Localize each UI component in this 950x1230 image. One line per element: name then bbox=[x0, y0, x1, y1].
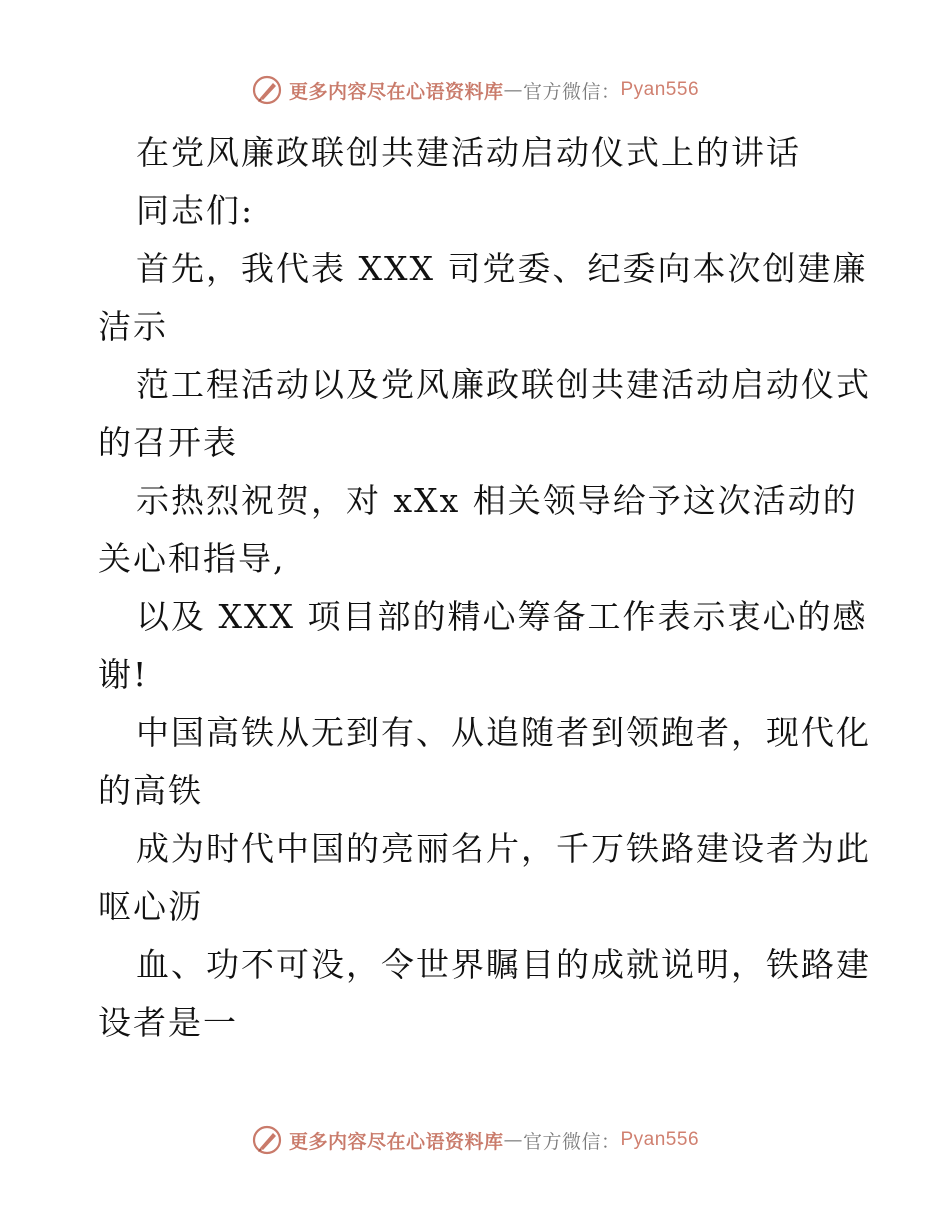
banner-title: 更多内容尽在心语资料库 bbox=[288, 1130, 504, 1153]
document-line: 谢! bbox=[98, 655, 149, 694]
document-line: 的高铁 bbox=[98, 771, 203, 810]
document-line: 的召开表 bbox=[98, 423, 238, 462]
header-banner bbox=[0, 70, 950, 110]
document-line: 成为时代中国的亮丽名片，千万铁路建设者为此 bbox=[136, 829, 871, 868]
document-line: 在党风廉政联创共建活动启动仪式上的讲话 bbox=[136, 133, 801, 172]
document-line: 首先，我代表 XXX 司党委、纪委向本次创建廉 bbox=[136, 249, 868, 288]
banner-separator: — bbox=[503, 1129, 523, 1151]
document-line: 血、功不可没，令世界瞩目的成就说明，铁路建 bbox=[136, 945, 871, 984]
quill-pen-icon bbox=[251, 74, 283, 106]
document-line: 中国高铁从无到有、从追随者到领跑者，现代化 bbox=[136, 713, 871, 752]
quill-pen-icon bbox=[251, 1124, 283, 1156]
document-line: 设者是一 bbox=[98, 1003, 238, 1042]
document-line: 范工程活动以及党风廉政联创共建活动启动仪式 bbox=[136, 365, 871, 404]
banner-wechat-id: Pyan556 bbox=[620, 1129, 700, 1150]
banner-wechat-id: Pyan556 bbox=[620, 79, 700, 100]
banner-wechat-label: 官方微信： bbox=[522, 1130, 621, 1153]
document-line: 洁示 bbox=[98, 307, 168, 346]
banner-title: 更多内容尽在心语资料库 bbox=[288, 80, 504, 103]
document-line: 呕心沥 bbox=[98, 887, 203, 926]
document-line: 示热烈祝贺，对 xXx 相关领导给予这次活动的 bbox=[136, 481, 858, 520]
footer-banner bbox=[0, 1120, 950, 1160]
document-line: 以及 XXX 项目部的精心筹备工作表示衷心的感 bbox=[136, 597, 868, 636]
document-line: 关心和指导, bbox=[98, 539, 286, 578]
banner-separator: — bbox=[503, 79, 523, 101]
document-line: 同志们: bbox=[136, 191, 255, 230]
banner-wechat-label: 官方微信： bbox=[522, 80, 621, 103]
document-body bbox=[98, 124, 871, 1052]
